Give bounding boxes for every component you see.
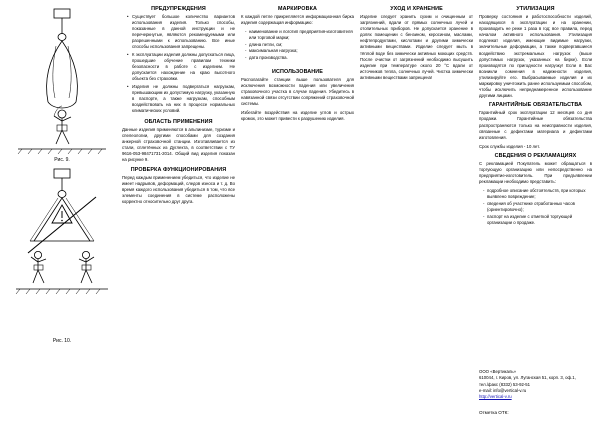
care-column: [360, 6, 473, 417]
marking-heading: МАРКИРОВКА: [278, 6, 317, 12]
list-item: - подробное описание обстоятельств, при которых выявлено повреждение;: [487, 188, 592, 200]
figures-column: [8, 6, 116, 417]
figure-10-caption: Рис. 10.: [52, 338, 72, 344]
care-storage-text: Изделие следует хранить сухим и очищенным от загрязнений, вдали от прямых солнечных лучей и отопительных приборов. Не допускается хранение в долях помещении с бензином, керосином, маслами, нефтепродуктами, кислотами и другими химически активными веществами. Изделие следует мыть в тёплой воде без химически активных моющих средств. После очистки от загрязнений необходимо высушить изделие при температуре около 20 °C вдали от источников тепла, солнечных лучей. Чистка химически активными веществами запрещена!: [360, 14, 473, 80]
function-check-heading: ПРОВЕРКА ФУНКЦИОНИРОВАНИЯ: [130, 166, 227, 173]
company-email: e-mail: info@vertical-v.ru: [479, 387, 527, 393]
figure-9: [8, 6, 116, 156]
warranty-text-2: Срок службы изделия - 10 лет.: [479, 143, 540, 149]
marking-list: [241, 29, 354, 61]
figure-10: [8, 167, 116, 337]
figure-9-illustration: [8, 6, 116, 156]
company-website-link[interactable]: http://vertical-v.ru: [479, 394, 512, 400]
company-address: 610044, г. Киров, ул. Луганская 51, корп. 3, оф.1,: [479, 375, 576, 381]
warnings-heading: ПРЕДУПРЕЖДЕНИЯ: [151, 6, 206, 12]
list-item: - дата производства.: [249, 55, 354, 61]
company-name: ООО «Вертикаль»: [479, 369, 517, 375]
warranty-text-1: Гарантийный срок эксплуатации 12 месяцев со дня продажи. Гарантийные обязательства распространяются только на неисправности изделия, связанные с дефектами материала и дефектами изготовления.: [479, 110, 592, 140]
list-item: - наименование и логотип предприятия-изготовителя или торговой марки;: [249, 29, 354, 41]
care-storage-heading: УХОД И ХРАНЕНИЕ: [390, 6, 443, 12]
figure-10-illustration: [8, 167, 116, 337]
warnings-column: [122, 6, 235, 417]
list-item: - длина петли, см;: [249, 42, 354, 48]
warnings-list: [122, 14, 235, 116]
otk-stamp-label: Отметка ОТК:: [479, 410, 509, 416]
disposal-text: Проверку состояния и работоспособности изделий, находящихся в эксплуатации и на хранении, производить не реже 1 раза в год; все правила, перед началом активного использования. Утилизация подлежат изделия, имеющие видимые нагрузки, значительные деформации, а также подвергавшиеся воздействию экстремальных нагрузок (выше допустимых нагрузок, указанных на бирке). Если производятся по пригодности нагрузку! Если в Вас возникли сомнения в надежности изделия, утилизируйте его. Выбрасываемые изделия и их маркировку уничтожить ранее используемым способом, чтобы исключить непреднамеренное использование другими лицами.: [479, 14, 592, 99]
company-block: [479, 369, 592, 417]
list-item: - паспорт на изделие с отметкой торгующей организации о продаже.: [487, 214, 592, 226]
list-item: • Существует большое количество вариантов использования изделия. Только способы, показанные в данной инструкции и не перечеркнутые, являются рекомендуемыми или разрешенными к использованию. Все иные способы использования запрещены.: [128, 14, 235, 51]
scope-text: Данные изделия применяются в альпинизме, туризме и спелеологии, другими способами для создания анкерной страховочной станции. Изготавливается из стали, сплетённых из Дуглекта, в соответствии с ТУ 9616-053-98471731-2014. Общий вид изделия показан на рисунке 9.: [122, 127, 235, 163]
claims-heading: СВЕДЕНИЯ О РЕКЛАМАЦИЯХ: [494, 152, 577, 159]
function-check-text: Перед каждым применением убедиться, что изделие не имеет надрывов, деформаций, следов износа и т. д. Во время каждого использования убедиться в том, что все элементы соединения в системе расположены корректно относительно друг друга.: [122, 174, 235, 204]
use-heading: ИСПОЛЬЗОВАНИЕ: [272, 68, 323, 75]
scope-heading: ОБЛАСТЬ ПРИМЕНЕНИЯ: [144, 119, 213, 125]
use-paragraph-2: Избегайте воздействия на изделие углов и острых кромок, это может привести к разрушению изделия.: [241, 110, 354, 122]
list-item: - максимальная нагрузка;: [249, 48, 354, 54]
company-phone: тел./факс (8332) 53-92-51: [479, 381, 531, 387]
list-item: • К эксплуатации изделия должны допускаться лица, прошедшие обучение правилам техники безопасности в работе с изделием. Не допускается нахождение на краю высотного объекта без страховки.: [128, 52, 235, 82]
list-item: - сведения об участнике отработанных часов (ориентировочно);: [487, 201, 592, 213]
marking-intro: К каждой петле прикрепляется информационная бирка изделия содержащая информацию:: [241, 14, 354, 26]
marking-column: [241, 6, 354, 417]
disposal-column: [479, 6, 592, 417]
figure-9-caption: Рис. 9.: [54, 157, 70, 163]
list-item: • Изделия не должны подвергаться нагрузкам, превышающим их допустимую нагрузку, указанную в паспорте, а также нагрузкам, способным воздействовать на них в процессе нормальных климатических условий.: [128, 84, 235, 114]
disposal-heading: УТИЛИЗАЦИЯ: [516, 6, 555, 12]
claims-list: [479, 188, 592, 226]
warranty-heading: ГАРАНТИЙНЫЕ ОБЯЗАТЕЛЬСТВА: [488, 102, 583, 109]
use-paragraph-1: Располагайте станции выше пользователя для исключения возможности падения или увеличения страховочного участка в случае падения. Убедитесь в навязанной связи отсутствии сопряжений страховочной системы.: [241, 76, 354, 107]
claims-intro: С рекламацией Покупатель может обращаться в торгующую организацию или непосредственно на предприятие-изготовитель. При предъявлении рекламации необходимо представить:: [479, 160, 592, 185]
